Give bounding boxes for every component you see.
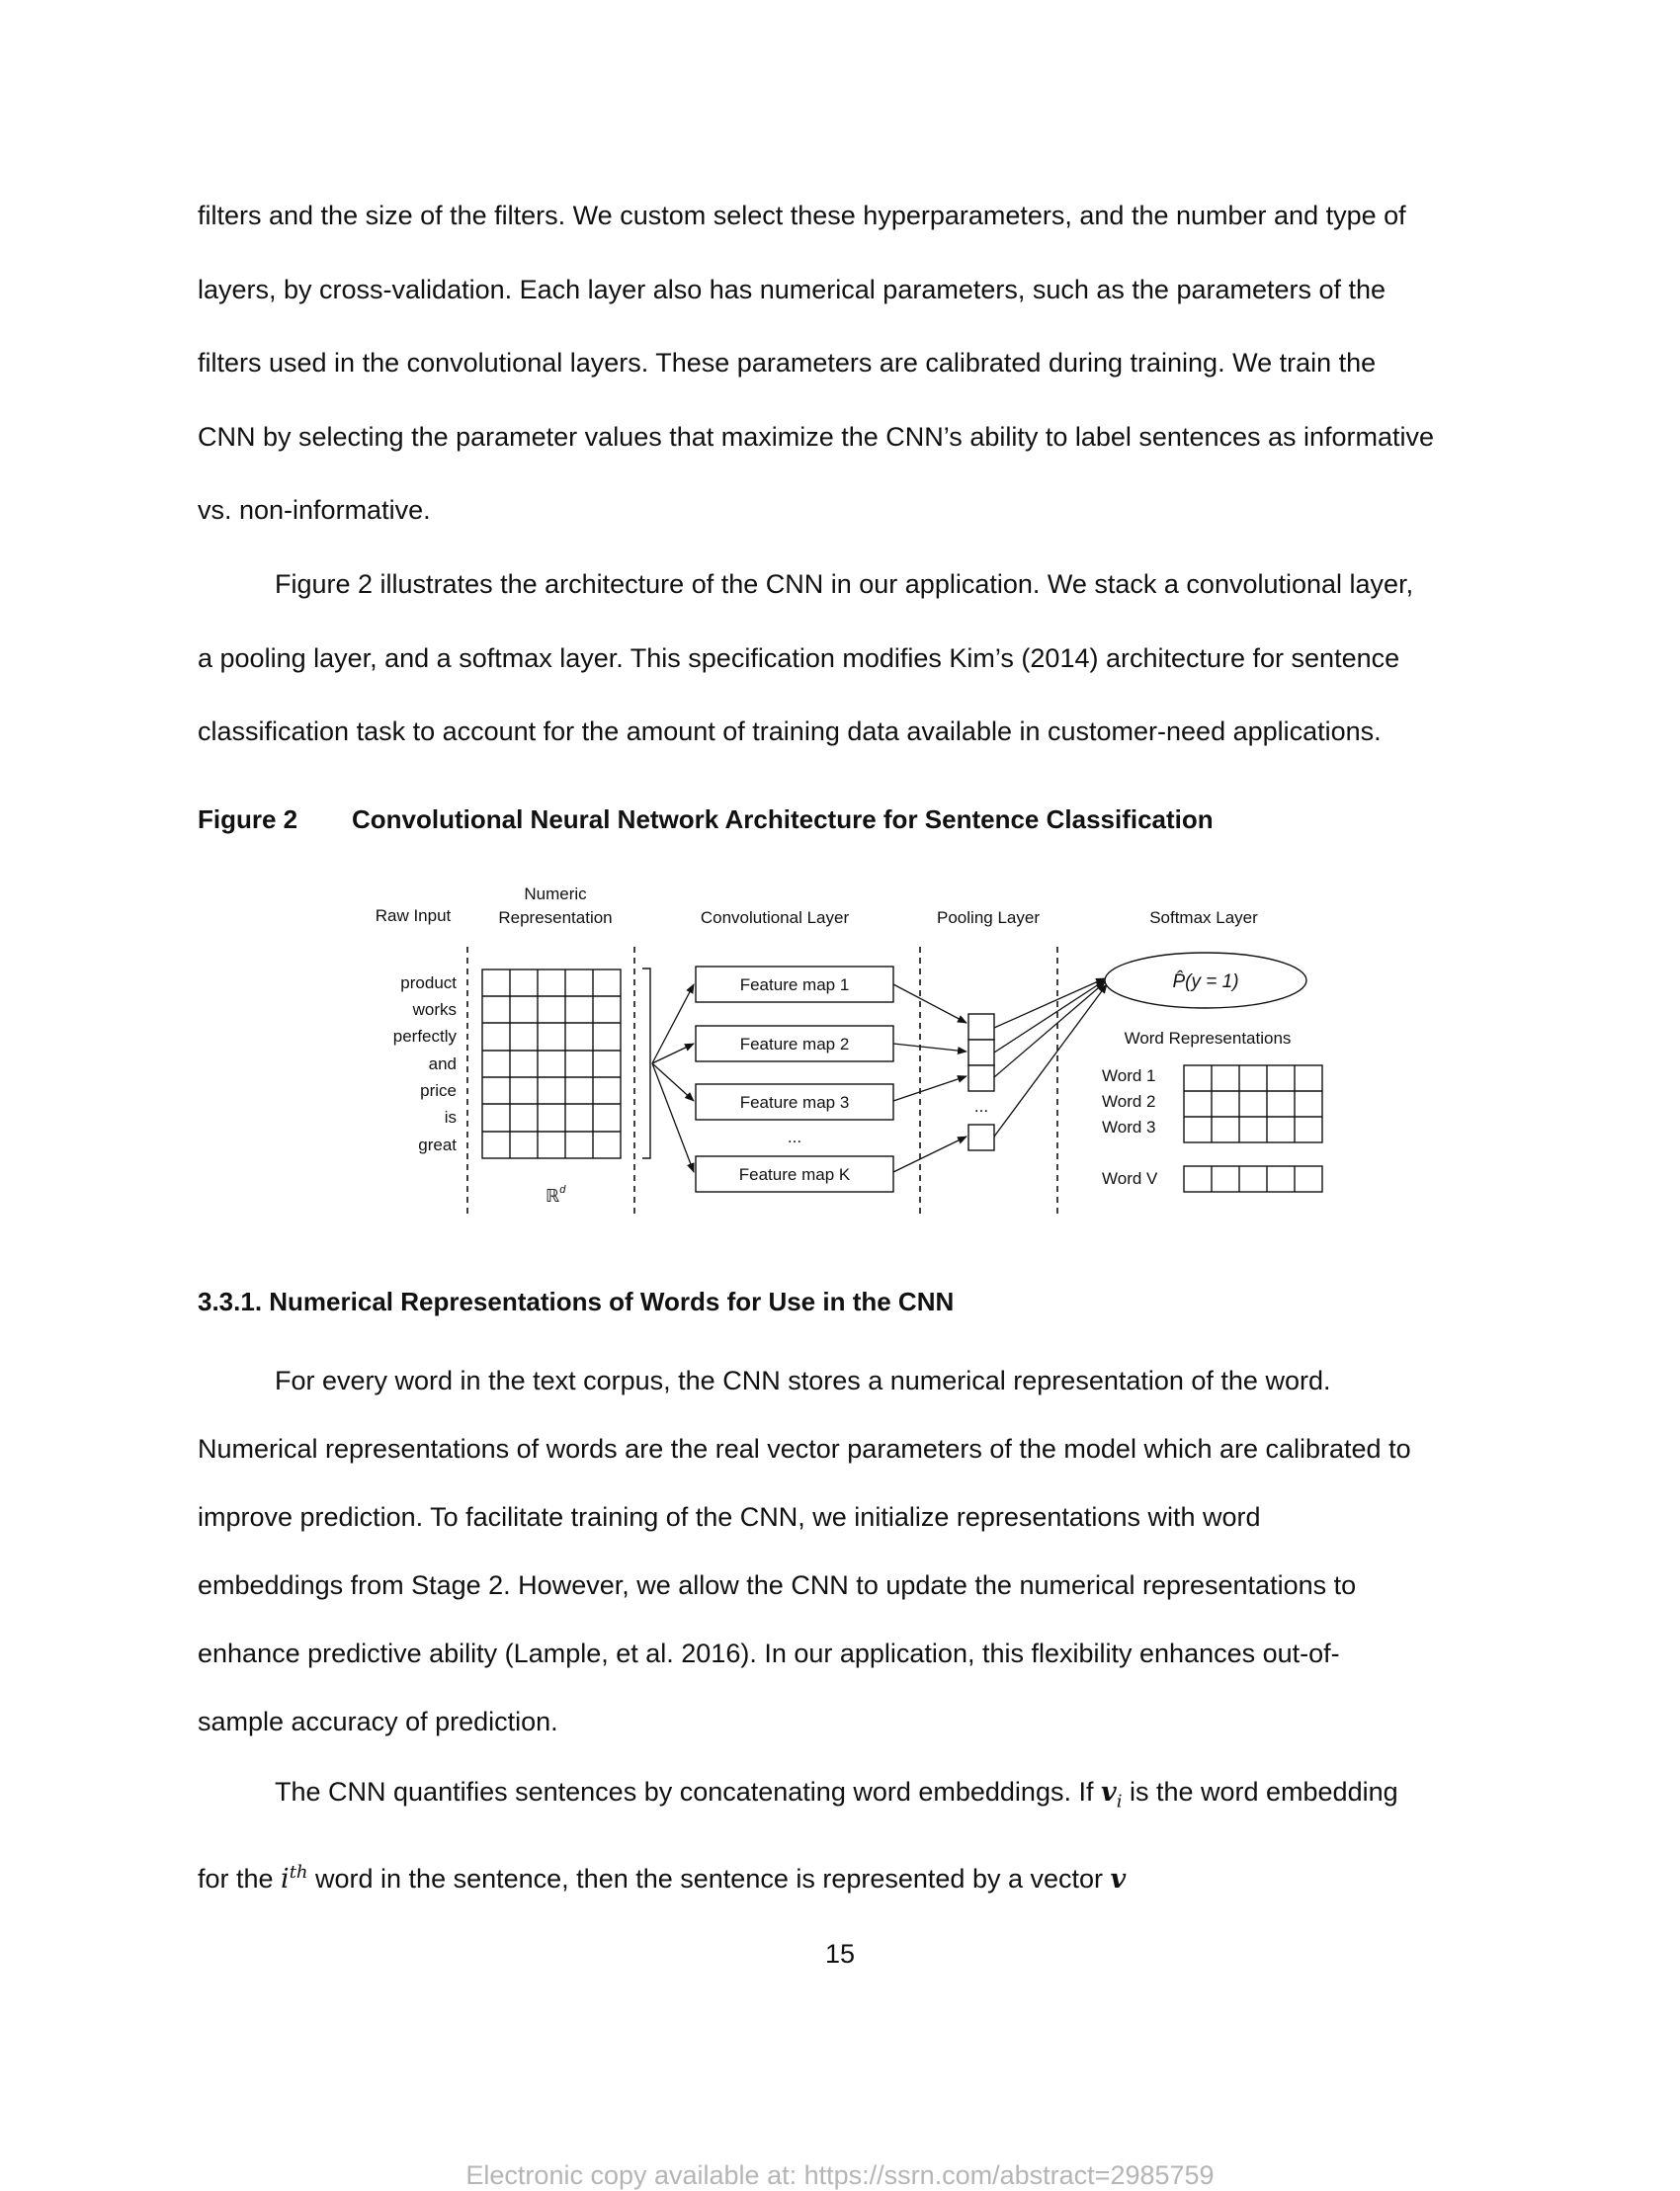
input-word: and: [428, 1054, 457, 1073]
input-arrows: [652, 984, 694, 1172]
text-line: For every word in the text corpus, the CNN stores a numerical representation of the word.: [275, 1366, 1331, 1395]
input-word: perfectly: [392, 1027, 457, 1046]
text-line: Figure 2 illustrates the architecture of the CNN in our application. We stack a convolutional layer,: [275, 569, 1414, 599]
word-v-row: [1184, 1166, 1322, 1192]
real-space-label: ℝ$^d$: [546, 1184, 566, 1206]
text-line: classification task to account for the amount of training data available in customer-need applications.: [198, 716, 1382, 746]
text-line: The CNN quantifies sentences by concatenating word embeddings. If $v_i$ is the word embedding: [275, 1777, 1398, 1812]
feature-map-label: Feature map 2: [739, 1035, 850, 1053]
figure-label: Figure 2: [198, 804, 298, 834]
input-word-list: [393, 973, 458, 1154]
input-word: price: [420, 1081, 457, 1100]
feature-map-label: Feature map 1: [739, 975, 850, 994]
cnn-architecture-diagram: [356, 870, 1324, 1225]
text-line: sample accuracy of prediction.: [198, 1707, 558, 1736]
text-line: Numerical representations of words are the real vector parameters of the model which are calibrated to: [198, 1434, 1411, 1464]
text-line: a pooling layer, and a softmax layer. This specification modifies Kim’s (2014) architecture for sentence: [198, 642, 1400, 673]
header-numeric-1: Numeric: [524, 885, 587, 903]
feature-map-label: Feature map K: [738, 1165, 851, 1184]
header-pooling: Pooling Layer: [937, 908, 1040, 927]
word-row-label: Word 3: [1102, 1118, 1156, 1137]
paragraph-1: [198, 179, 1482, 548]
pooling-ellipsis: ...: [973, 1097, 989, 1116]
input-word: is: [444, 1108, 457, 1127]
text-line: CNN by selecting the parameter values that maximize the CNN’s ability to label sentences as informative: [198, 421, 1435, 452]
text-line: embeddings from Stage 2. However, we allow the CNN to update the numerical representations to: [198, 1570, 1357, 1600]
text-line: vs. non-informative.: [198, 495, 431, 525]
figure-title: Convolutional Neural Network Architecture for Sentence Classification: [352, 804, 1214, 834]
word-representations-title: Word Representations: [1124, 1029, 1292, 1048]
word-embedding-matrix: [1184, 1065, 1322, 1142]
feature-map-label: Feature map 3: [739, 1093, 850, 1112]
word-row-label: Word V: [1102, 1169, 1158, 1188]
pooling-arrows: [893, 984, 966, 1172]
header-raw-input: Raw Input: [375, 906, 452, 925]
header-numeric-2: Representation: [498, 908, 613, 927]
paragraph-2: [198, 548, 1482, 769]
ssrn-footer: Electronic copy available at: https://ssrn.com/abstract=2985759: [465, 2160, 1215, 2190]
word-row-label: Word 1: [1102, 1066, 1156, 1085]
text-line: filters and the size of the filters. We custom select these hyperparameters, and the number and type of: [198, 201, 1406, 230]
text-line: layers, by cross-validation. Each layer also has numerical parameters, such as the parameters of the: [198, 274, 1386, 304]
input-word: product: [400, 973, 457, 992]
text-line: filters used in the convolutional layers. These parameters are calibrated during training. We train the: [198, 348, 1377, 378]
text-line: enhance predictive ability (Lample, et al. 2016). In our application, this flexibility enhances out-of-: [198, 1639, 1340, 1668]
paragraph-3: [198, 1347, 1482, 1756]
softmax-arrows: [994, 978, 1107, 1137]
page-number: 15: [824, 1939, 856, 1969]
math-variable: v: [1110, 1864, 1127, 1896]
text-line: improve prediction. To facilitate training of the CNN, we initialize representations with word: [198, 1502, 1261, 1532]
math-superscript: th: [289, 1862, 308, 1884]
math-variable: i: [281, 1864, 290, 1896]
math-variable: v: [1100, 1777, 1117, 1808]
numeric-representation-grid: [482, 969, 621, 1158]
header-convolutional: Convolutional Layer: [700, 908, 850, 927]
math-subscript: i: [1116, 1791, 1123, 1812]
section-heading: 3.3.1. Numerical Representations of Words for Use in the CNN: [198, 1287, 955, 1316]
bracket: [642, 969, 650, 1158]
paragraph-4: [198, 1756, 1482, 1915]
input-word: works: [412, 1000, 457, 1019]
input-word: great: [418, 1136, 457, 1154]
header-softmax: Softmax Layer: [1149, 908, 1258, 927]
feature-map-ellipsis: ...: [787, 1128, 802, 1146]
softmax-output-label: P̂(y = 1): [1172, 971, 1239, 992]
feature-map-2: [696, 1026, 893, 1061]
pooling-cells: [968, 1014, 994, 1150]
word-row-label: Word 2: [1102, 1092, 1156, 1111]
feature-map-k: [696, 1156, 893, 1192]
feature-map-3: [696, 1084, 893, 1120]
text-line: for the $i^{th}$ word in the sentence, then the sentence is represented by a vector v: [198, 1862, 1127, 1896]
feature-map-1: [696, 967, 893, 1002]
